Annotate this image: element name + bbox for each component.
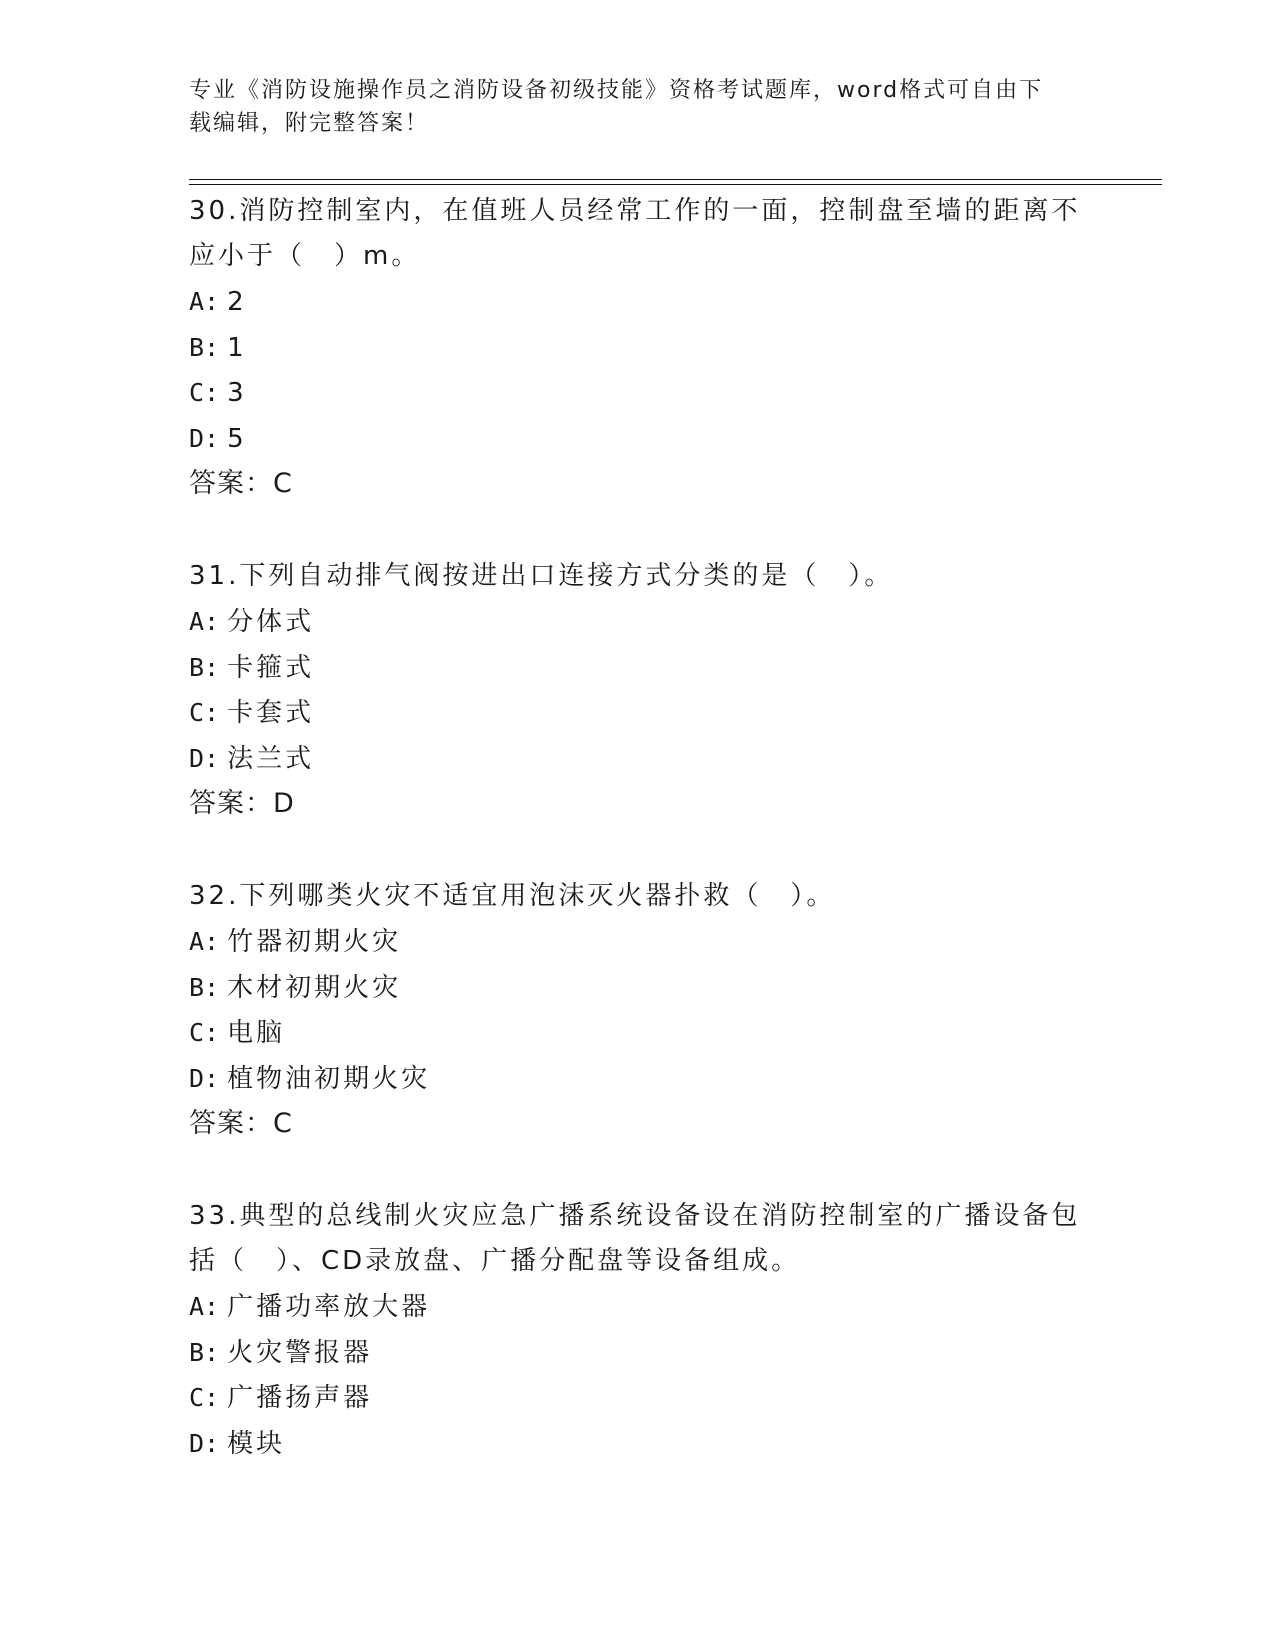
option-text: 模块	[227, 1428, 286, 1459]
option-letter: A:	[189, 1292, 220, 1321]
option-letter: D:	[189, 743, 220, 773]
option-b	[189, 645, 1089, 691]
question-text-line-1: 31.下列自动排气阀按进出口连接方式分类的是（ ）。	[189, 561, 894, 591]
option-letter: C:	[189, 378, 220, 407]
option-letter: A:	[189, 287, 220, 316]
question-33	[189, 1194, 1089, 1466]
option-text: 卡箍式	[227, 652, 315, 683]
option-letter: B:	[189, 652, 220, 682]
option-c	[189, 1375, 1089, 1421]
option-d	[189, 736, 1089, 782]
document-header	[189, 74, 1089, 140]
option-a	[189, 1284, 1089, 1330]
option-letter: D:	[189, 423, 220, 453]
answer-key: 答案：C	[189, 468, 293, 499]
header-line-1: 专业《消防设施操作员之消防设备初级技能》资格考试题库，word格式可自由下	[189, 78, 1044, 103]
answer-key: 答案：D	[189, 788, 295, 819]
option-c	[189, 690, 1089, 736]
option-letter: C:	[189, 1018, 220, 1047]
option-text: 卡套式	[227, 698, 315, 728]
option-letter: B:	[189, 972, 220, 1002]
option-letter: D:	[189, 1063, 220, 1093]
option-letter: B:	[189, 332, 220, 362]
option-letter: B:	[189, 1337, 220, 1367]
question-text-line-1: 30.消防控制室内，在值班人员经常工作的一面，控制盘至墙的距离不	[189, 196, 1081, 226]
option-b	[189, 325, 1089, 371]
option-b	[189, 965, 1089, 1011]
question-text-line-2: 括（ ）、CD录放盘、广播分配盘等设备组成。	[189, 1246, 801, 1276]
option-letter: C:	[189, 1383, 220, 1412]
option-text: 广播扬声器	[227, 1383, 373, 1413]
option-letter: C:	[189, 698, 220, 727]
option-text: 竹器初期火灾	[227, 927, 402, 957]
option-text: 广播功率放大器	[227, 1292, 431, 1322]
option-text: 木材初期火灾	[227, 972, 402, 1003]
option-text: 2	[227, 287, 247, 317]
option-c	[189, 370, 1089, 416]
option-letter: A:	[189, 607, 220, 636]
option-letter: A:	[189, 927, 220, 956]
header-divider-bottom	[189, 184, 1162, 185]
question-text-line-2: 应小于（ ）m。	[189, 241, 421, 271]
option-text: 火灾警报器	[227, 1337, 373, 1368]
option-a	[189, 279, 1089, 325]
option-text: 电脑	[227, 1018, 286, 1048]
option-text: 5	[227, 423, 247, 454]
header-line-2: 载编辑，附完整答案！	[189, 111, 430, 136]
option-a	[189, 919, 1089, 965]
question-30	[189, 189, 1089, 506]
option-a	[189, 599, 1089, 645]
option-c	[189, 1010, 1089, 1056]
option-d	[189, 416, 1089, 462]
option-text: 1	[227, 332, 247, 363]
option-text: 植物油初期火灾	[227, 1063, 431, 1094]
option-text: 3	[227, 378, 247, 408]
option-letter: D:	[189, 1428, 220, 1458]
option-d	[189, 1056, 1089, 1102]
question-text-line-1: 33.典型的总线制火灾应急广播系统设备设在消防控制室的广播设备包	[189, 1201, 1081, 1231]
question-32	[189, 874, 1089, 1146]
question-31	[189, 554, 1089, 826]
answer-key: 答案：C	[189, 1108, 293, 1139]
option-b	[189, 1330, 1089, 1376]
option-text: 分体式	[227, 607, 315, 637]
option-d	[189, 1421, 1089, 1467]
question-text-line-1: 32.下列哪类火灾不适宜用泡沫灭火器扑救（ ）。	[189, 881, 836, 911]
option-text: 法兰式	[227, 743, 315, 774]
header-divider-top	[189, 179, 1162, 180]
